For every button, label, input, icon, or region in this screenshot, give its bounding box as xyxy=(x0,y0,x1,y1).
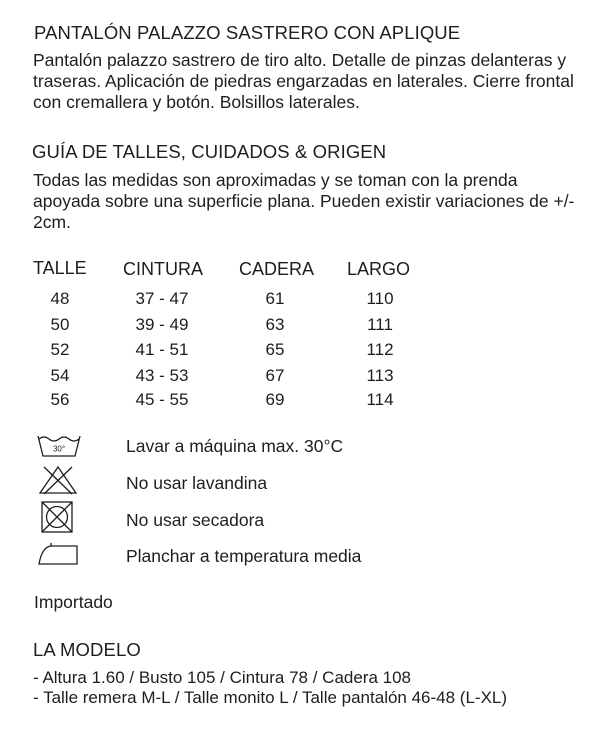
table-cell: 110 xyxy=(366,289,394,308)
table-cell: 69 xyxy=(265,390,285,409)
table-cell: 61 xyxy=(265,289,285,308)
table-cell: 67 xyxy=(265,366,285,385)
guide-title: GUÍA DE TALLES, CUIDADOS & ORIGEN xyxy=(32,141,387,162)
product-title: PANTALÓN PALAZZO SASTRERO CON APLIQUE xyxy=(34,22,461,43)
table-cell: 111 xyxy=(367,315,393,334)
no-tumble-dry-icon xyxy=(40,500,74,534)
model-line-sizes: - Talle remera M-L / Talle monito L / Talle pantalón 46-48 (L-XL) xyxy=(33,688,508,707)
table-cell: 112 xyxy=(366,340,394,359)
care-text-wash: Lavar a máquina max. 30°C xyxy=(126,436,344,456)
model-line-measures: - Altura 1.60 / Busto 105 / Cintura 78 / Cadera 108 xyxy=(33,668,412,687)
table-cell: 114 xyxy=(366,390,394,409)
table-cell: 37 - 47 xyxy=(135,289,189,308)
origin-text: Importado xyxy=(34,592,113,612)
table-cell: 48 xyxy=(50,289,70,308)
table-cell: 52 xyxy=(50,340,70,359)
iron-medium-icon xyxy=(37,541,79,567)
table-cell: 65 xyxy=(265,340,285,359)
wash-temp-label: 30° xyxy=(52,444,66,454)
table-header-talle: TALLE xyxy=(33,258,87,278)
no-bleach-icon xyxy=(38,465,78,495)
product-description: Pantalón palazzo sastrero de tiro alto. Detalle de pinzas delanteras y traseras. Aplicación de piedras engarzadas en laterales. Cierre frontal con cremallera y botón. Bolsillos laterales. xyxy=(33,50,574,112)
table-cell: 39 - 49 xyxy=(135,315,189,334)
table-cell: 43 - 53 xyxy=(135,366,189,385)
model-title: LA MODELO xyxy=(33,639,141,660)
table-cell: 113 xyxy=(366,366,394,385)
table-header-cintura: CINTURA xyxy=(123,259,203,279)
table-header-cadera: CADERA xyxy=(239,259,315,279)
table-cell: 50 xyxy=(50,315,70,334)
table-cell: 63 xyxy=(265,315,285,334)
wash-30-icon xyxy=(36,433,82,459)
care-text-dryer: No usar secadora xyxy=(126,510,265,530)
table-cell: 45 - 55 xyxy=(135,390,189,409)
table-header-largo: LARGO xyxy=(347,259,411,279)
care-text-bleach: No usar lavandina xyxy=(126,473,268,493)
table-cell: 56 xyxy=(50,390,70,409)
care-text-iron: Planchar a temperatura media xyxy=(126,546,362,566)
table-cell: 54 xyxy=(50,366,70,385)
table-cell: 41 - 51 xyxy=(135,340,189,359)
guide-note: Todas las medidas son aproximadas y se toman con la prenda apoyada sobre una superficie plana. Pueden existir variaciones de +/- 2cm. xyxy=(33,170,575,232)
